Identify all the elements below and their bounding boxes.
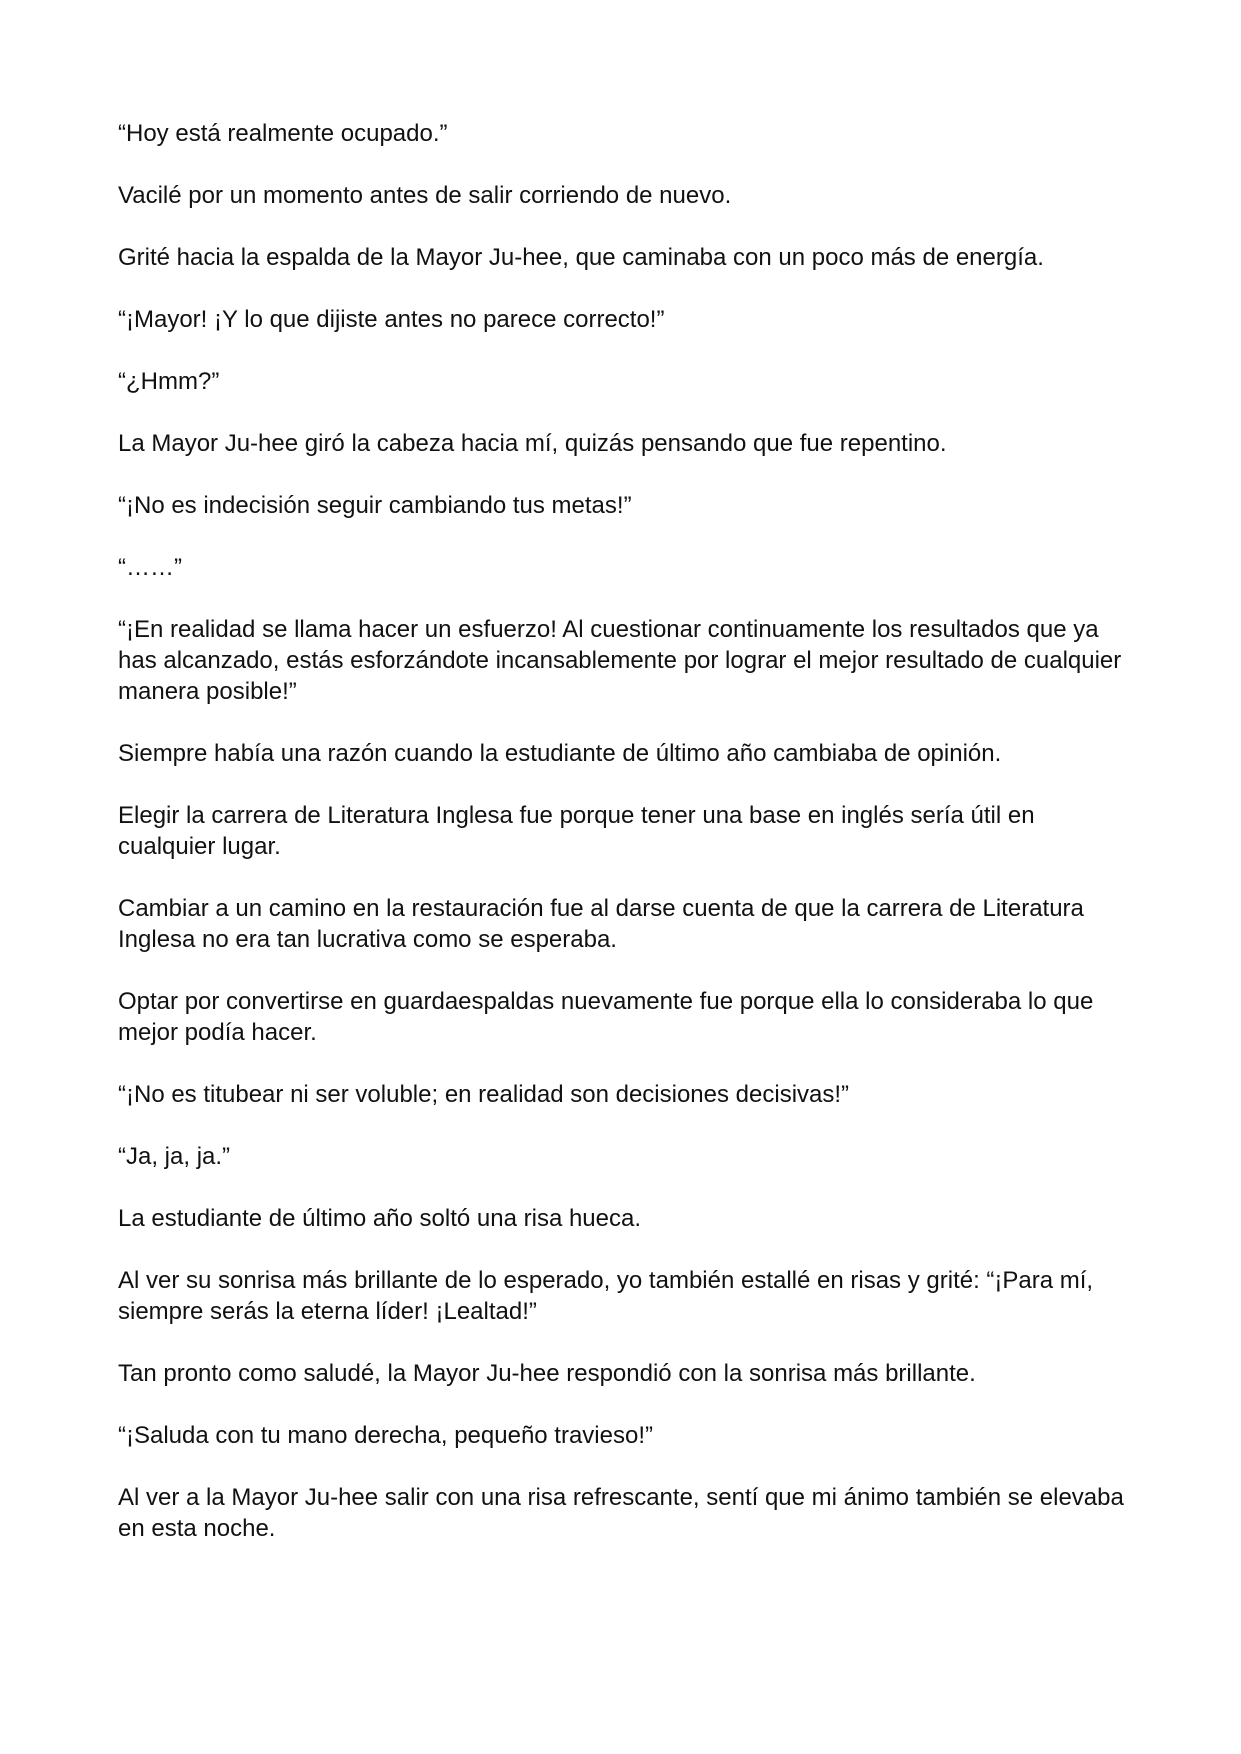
paragraph: Siempre había una razón cuando la estudiante de último año cambiaba de opinión. — [118, 740, 1002, 767]
paragraph: Vacilé por un momento antes de salir corriendo de nuevo. — [118, 182, 732, 209]
paragraph: Al ver a la Mayor Ju-hee salir con una risa refrescante, sentí que mi ánimo también se elevaba en esta noche. — [118, 1484, 1124, 1542]
paragraph: Tan pronto como saludé, la Mayor Ju-hee respondió con la sonrisa más brillante. — [118, 1360, 976, 1387]
paragraph: “¡No es indecisión seguir cambiando tus metas!” — [118, 492, 632, 519]
document-body — [118, 118, 1128, 1575]
paragraph: Al ver su sonrisa más brillante de lo esperado, yo también estallé en risas y grité: “¡Para mí, siempre serás la eterna líder! ¡Lealtad!” — [118, 1267, 1094, 1325]
paragraph: Cambiar a un camino en la restauración fue al darse cuenta de que la carrera de Literatura Inglesa no era tan lucrativa como se esperaba. — [118, 895, 1084, 953]
paragraph: La Mayor Ju-hee giró la cabeza hacia mí, quizás pensando que fue repentino. — [118, 430, 947, 457]
paragraph: “Hoy está realmente ocupado.” — [118, 120, 448, 147]
paragraph: Grité hacia la espalda de la Mayor Ju-hee, que caminaba con un poco más de energía. — [118, 244, 1044, 271]
paragraph: “¡No es titubear ni ser voluble; en realidad son decisiones decisivas!” — [118, 1081, 850, 1108]
paragraph: “¿Hmm?” — [118, 368, 220, 395]
paragraph: La estudiante de último año soltó una risa hueca. — [118, 1205, 642, 1232]
paragraph: “¡Saluda con tu mano derecha, pequeño travieso!” — [118, 1422, 653, 1449]
paragraph: “¡En realidad se llama hacer un esfuerzo! Al cuestionar continuamente los resultados que ya has alcanzado, estás esforzándote incansablemente por lograr el mejor resultado de cualquier manera posible!” — [118, 616, 1122, 705]
paragraph: “¡Mayor! ¡Y lo que dijiste antes no parece correcto!” — [118, 306, 665, 333]
paragraph: “……” — [118, 554, 182, 581]
paragraph: Optar por convertirse en guardaespaldas nuevamente fue porque ella lo consideraba lo que mejor podía hacer. — [118, 988, 1094, 1046]
paragraph: “Ja, ja, ja.” — [118, 1143, 231, 1170]
paragraph: Elegir la carrera de Literatura Inglesa fue porque tener una base en inglés sería útil en cualquier lugar. — [118, 802, 1035, 860]
